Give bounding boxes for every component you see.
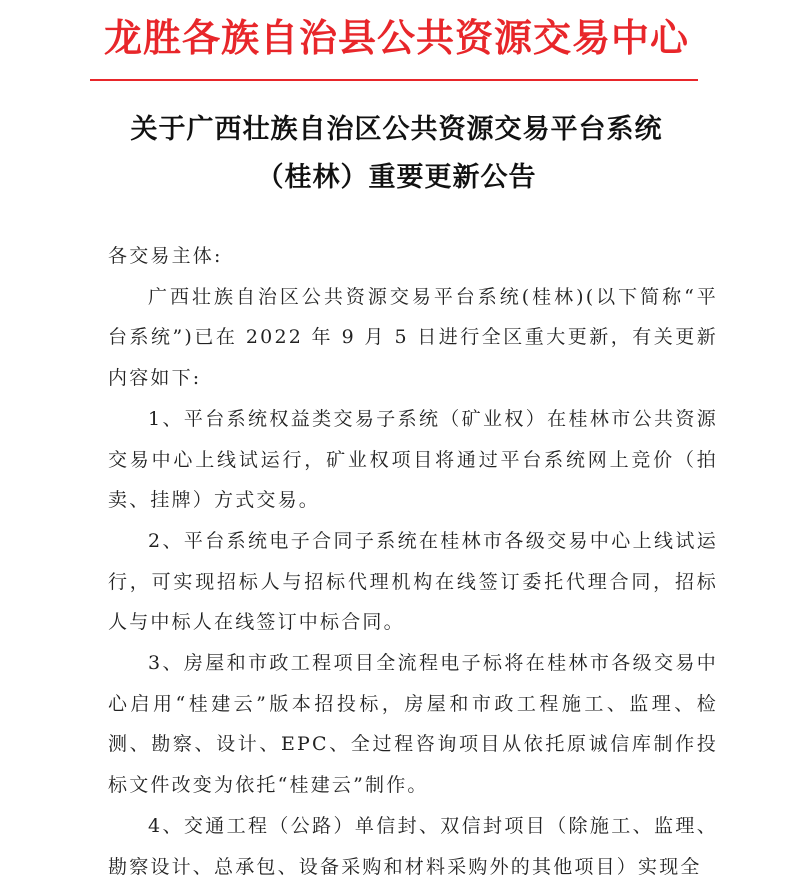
document-title-line-2: （桂林）重要更新公告: [256, 162, 537, 193]
issuer-masthead: 龙胜各族自治县公共资源交易中心: [103, 15, 689, 60]
update-item-2: 2、平台系统电子合同子系统在桂林市各级交易中心上线试运行，可实现招标人与招标代理机构在线签订委托代理合同，招标人与中标人在线签订中标合同。: [108, 529, 718, 634]
update-item-3: 3、房屋和市政工程项目全流程电子标将在桂林市各级交易中心启用“桂建云”版本招投标，房屋和市政工程施工、监理、检测、勘察、设计、EPC、全过程咨询项目从依托原诚信库制作投标文件改变为依托“桂建云”制作。: [108, 652, 718, 797]
update-item-1: 1、平台系统权益类交易子系统（矿业权）在桂林市公共资源交易中心上线试运行，矿业权项目将通过平台系统网上竞价（拍卖、挂牌）方式交易。: [108, 407, 718, 512]
red-divider-line: [90, 79, 698, 81]
intro-paragraph: 广西壮族自治区公共资源交易平台系统(桂林)(以下简称“平台系统”)已在 2022 年 9 月 5 日进行全区重大更新，有关更新内容如下:: [108, 285, 718, 390]
document-title-line-1: 关于广西壮族自治区公共资源交易平台系统: [130, 114, 663, 145]
document-body: [108, 236, 718, 887]
salutation: 各交易主体:: [108, 245, 223, 267]
update-item-4: 4、交通工程（公路）单信封、双信封项目（除施工、监理、勘察设计、总承包、设备采购和材料采购外的其他项目）实现全: [108, 814, 718, 878]
